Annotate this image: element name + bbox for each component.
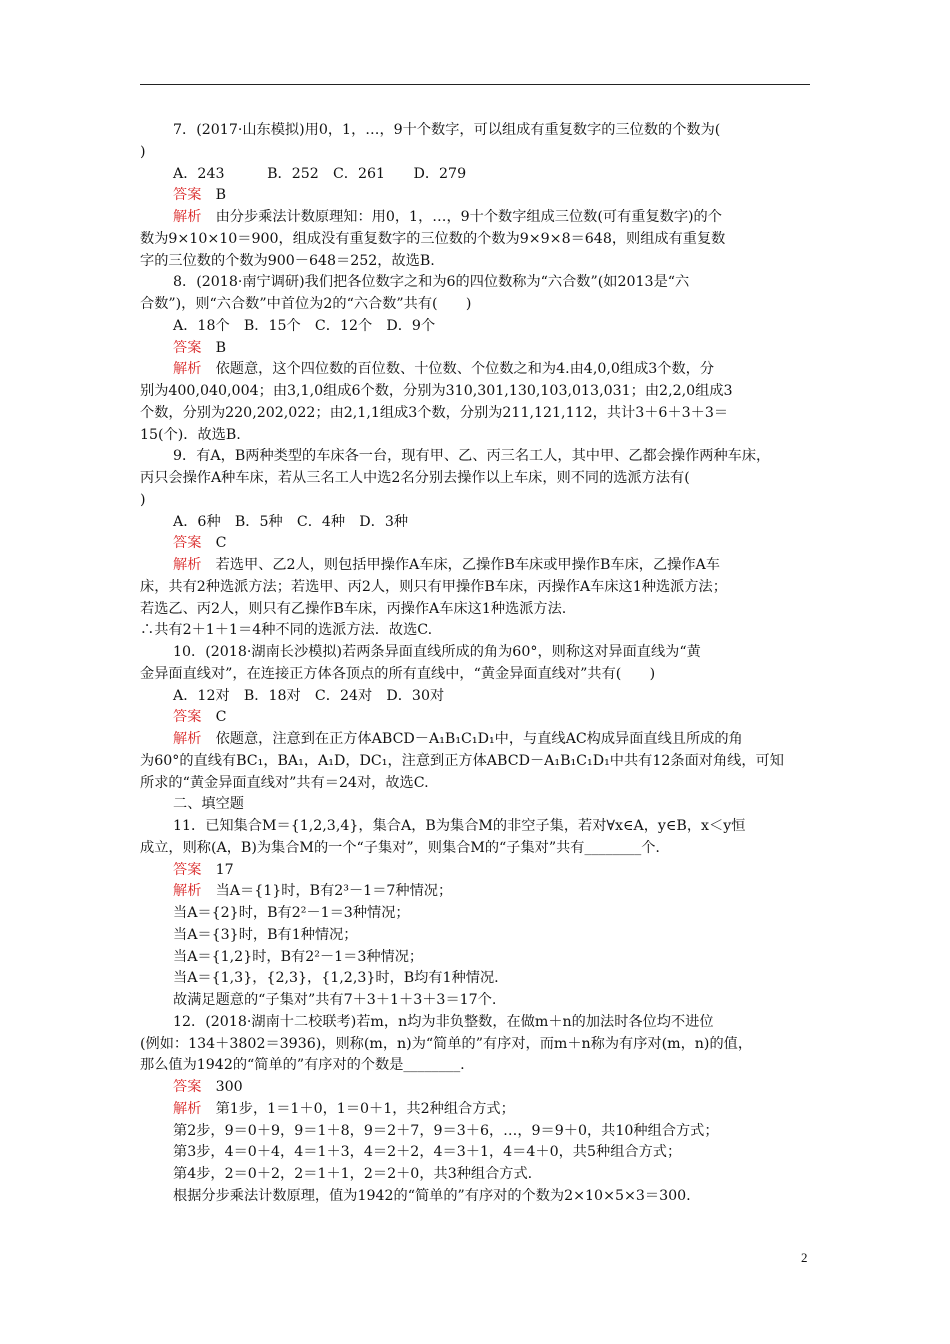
text-line <box>140 968 812 990</box>
text-line <box>140 990 812 1012</box>
text-line <box>140 881 812 903</box>
text-line <box>140 664 812 686</box>
line-text: 当A＝{1,3}，{2,3}，{1,2,3}时，B均有1种情况. <box>173 970 499 987</box>
line-text: 由分步乘法计数原理知：用0，1，…，9十个数字组成三位数(可有重复数字)的个 <box>201 209 722 225</box>
text-line <box>140 446 812 468</box>
text-line <box>140 947 812 969</box>
text-line <box>140 838 812 860</box>
text-line <box>140 599 812 621</box>
document-body <box>140 120 812 1208</box>
line-text: 若选甲、乙2人，则包括甲操作A车床，乙操作B车床或甲操作B车床，乙操作A车 <box>201 557 720 573</box>
line-text: 数为9×10×10＝900，组成没有重复数字的三位数的个数为9×9×8＝648，则组成有重复数 <box>140 230 726 247</box>
line-text: 12．(2018·湖南十二校联考)若m，n均为非负整数，在做m＋n的加法时各位均不进位 <box>173 1013 714 1030</box>
line-text: 故满足题意的“子集对”共有7＋3＋1＋3＋3＝17个. <box>173 992 497 1008</box>
text-line <box>140 555 812 577</box>
text-line <box>140 903 812 925</box>
text-line <box>140 468 812 490</box>
line-text: 9．有A，B两种类型的车床各一台，现有甲、乙、丙三名工人，其中甲、乙都会操作两种车床， <box>173 448 771 465</box>
line-text: 别为400,040,004；由3,1,0组成6个数，分别为310,301,130,103,013,031；由2,2,0组成3 <box>140 383 733 399</box>
line-text: 11．已知集合M＝{1,2,3,4}，集合A，B为集合M的非空子集，若对∀x∈A，y∈B，x＜y恒 <box>173 818 746 834</box>
text-line <box>140 773 812 795</box>
line-text: 8．(2018·南宁调研)我们把各位数字之和为6的四位数称为“六合数”(如2013是“六 <box>173 274 690 291</box>
line-text: 丙只会操作A种车床，若从三名工人中选2名分别去操作以上车床，则不同的选派方法有( <box>140 470 690 486</box>
line-text: 第4步，2＝0＋2，2＝1＋1，2＝2＋0，共3种组合方式. <box>173 1166 533 1182</box>
line-text: 15(个)．故选B. <box>140 426 241 443</box>
text-line <box>140 229 812 251</box>
line-text: C <box>201 709 227 726</box>
line-text: 为60°的直线有BC₁，BA₁，A₁D，DC₁，注意到正方体ABCD－A₁B₁C₁D₁中共有12条面对角线，可知 <box>140 752 784 769</box>
answer-label: 答案 <box>173 535 202 552</box>
line-text: ∴共有2＋1＋1＝4种不同的选派方法．故选C. <box>140 622 433 639</box>
text-line <box>140 251 812 273</box>
line-text: A．12对 B．18对 C．24对 D．30对 <box>173 687 445 704</box>
text-line <box>140 164 812 186</box>
text-line <box>140 120 812 142</box>
text-line <box>140 272 812 294</box>
analysis-label: 解析 <box>173 209 202 225</box>
line-text: C <box>201 535 227 552</box>
line-text: 300 <box>201 1079 243 1095</box>
line-text: 那么值为1942的“简单的”有序对的个数是________. <box>140 1057 465 1074</box>
text-line <box>140 642 812 664</box>
line-text: 当A＝{1,2}时，B有2²－1＝3种情况； <box>173 948 424 965</box>
text-line <box>140 860 812 882</box>
line-text: 根据分步乘法计数原理，值为1942的“简单的”有序对的个数为2×10×5×3＝300. <box>173 1187 691 1204</box>
text-line <box>140 403 812 425</box>
line-text: 10．(2018·湖南长沙模拟)若两条异面直线所成的角为60°，则称这对异面直线为“黄 <box>173 644 701 660</box>
text-line <box>140 207 812 229</box>
text-line <box>140 1055 812 1077</box>
answer-label: 答案 <box>173 187 202 204</box>
text-line <box>140 185 812 207</box>
line-text: ) <box>140 491 146 508</box>
text-line <box>140 512 812 534</box>
line-text: A．6种 B．5种 C．4种 D．3种 <box>173 513 409 530</box>
line-text: (例如：134＋3802＝3936)，则称(m，n)为“简单的”有序对，而m＋n称为有序对(m，n)的值， <box>140 1035 753 1052</box>
text-line <box>140 1142 812 1164</box>
line-text: 成立，则称(A，B)为集合M的一个“子集对”，则集合M的“子集对”共有________个. <box>140 839 660 856</box>
answer-label: 答案 <box>173 861 202 878</box>
line-text: 当A＝{2}时，B有2²－1＝3种情况； <box>173 905 410 921</box>
text-line <box>140 425 812 447</box>
text-line <box>140 381 812 403</box>
text-line <box>140 142 812 164</box>
text-line <box>140 1012 812 1034</box>
line-text: 第1步，1＝1＋0，1＝0＋1，共2种组合方式； <box>201 1100 515 1117</box>
line-text: 合数”)，则“六合数”中首位为2的“六合数”共有( ) <box>140 296 472 312</box>
line-text: 个数，分别为220,202,022；由2,1,1组成3个数，分别为211,121,112，共计3＋6＋3＋3＝ <box>140 404 729 421</box>
line-text: ) <box>140 143 146 160</box>
answer-label: 答案 <box>173 709 202 726</box>
analysis-label: 解析 <box>173 557 202 573</box>
line-text: A．243 B．252 C．261 D．279 <box>173 165 467 182</box>
line-text: 依题意，注意到在正方体ABCD－A₁B₁C₁D₁中，与直线AC构成异面直线且所成的角 <box>201 731 743 747</box>
text-line <box>140 751 812 773</box>
line-text: B <box>201 187 227 204</box>
line-text: 第2步，9＝0＋9，9＝1＋8，9＝2＋7，9＝3＋6，…，9＝9＋0，共10种组合方式； <box>173 1122 719 1139</box>
line-text: 二、填空题 <box>173 796 244 813</box>
text-line <box>140 294 812 316</box>
line-text: 依题意，这个四位数的百位数、十位数、个位数之和为4.由4,0,0组成3个数，分 <box>201 361 715 378</box>
line-text: 若选乙、丙2人，则只有乙操作B车床，丙操作A车床这1种选派方法. <box>140 600 567 617</box>
page-number: 2 <box>801 1250 808 1265</box>
text-line <box>140 620 812 642</box>
text-line <box>140 1186 812 1208</box>
line-text: 所求的“黄金异面直线对”共有＝24对，故选C. <box>140 774 429 791</box>
line-text: 床，共有2种选派方法；若选甲、丙2人，则只有甲操作B车床，丙操作A车床这1种选派方法； <box>140 578 727 595</box>
analysis-label: 解析 <box>173 731 202 747</box>
line-text: A．18个 B．15个 C．12个 D．9个 <box>173 317 436 334</box>
text-line <box>140 686 812 708</box>
header-rule <box>140 84 810 85</box>
text-line <box>140 359 812 381</box>
line-text: B <box>201 339 227 356</box>
text-line <box>140 316 812 338</box>
line-text: 当A＝{3}时，B有1种情况； <box>173 926 358 943</box>
analysis-label: 解析 <box>173 1100 202 1117</box>
text-line <box>140 1121 812 1143</box>
text-line <box>140 338 812 360</box>
text-line <box>140 729 812 751</box>
text-line <box>140 816 812 838</box>
text-line <box>140 490 812 512</box>
line-text: 17 <box>201 861 234 878</box>
answer-label: 答案 <box>173 1079 202 1095</box>
answer-label: 答案 <box>173 339 202 356</box>
text-line <box>140 577 812 599</box>
text-line <box>140 533 812 555</box>
text-line <box>140 1034 812 1056</box>
analysis-label: 解析 <box>173 361 202 378</box>
text-line <box>140 1164 812 1186</box>
text-line <box>140 707 812 729</box>
analysis-label: 解析 <box>173 883 202 900</box>
text-line <box>140 1077 812 1099</box>
line-text: 字的三位数的个数为900－648＝252，故选B. <box>140 252 435 269</box>
line-text: 7．(2017·山东模拟)用0，1，…，9十个数字，可以组成有重复数字的三位数的个数为( <box>173 122 721 138</box>
line-text: 金异面直线对”，在连接正方体各顶点的所有直线中，“黄金异面直线对”共有( ) <box>140 665 656 682</box>
text-line <box>140 794 812 816</box>
line-text: 当A＝{1}时，B有2³－1＝7种情况； <box>201 883 453 900</box>
text-line <box>140 1099 812 1121</box>
line-text: 第3步，4＝0＋4，4＝1＋3，4＝2＋2，4＝3＋1，4＝4＋0，共5种组合方式； <box>173 1144 682 1161</box>
text-line <box>140 925 812 947</box>
